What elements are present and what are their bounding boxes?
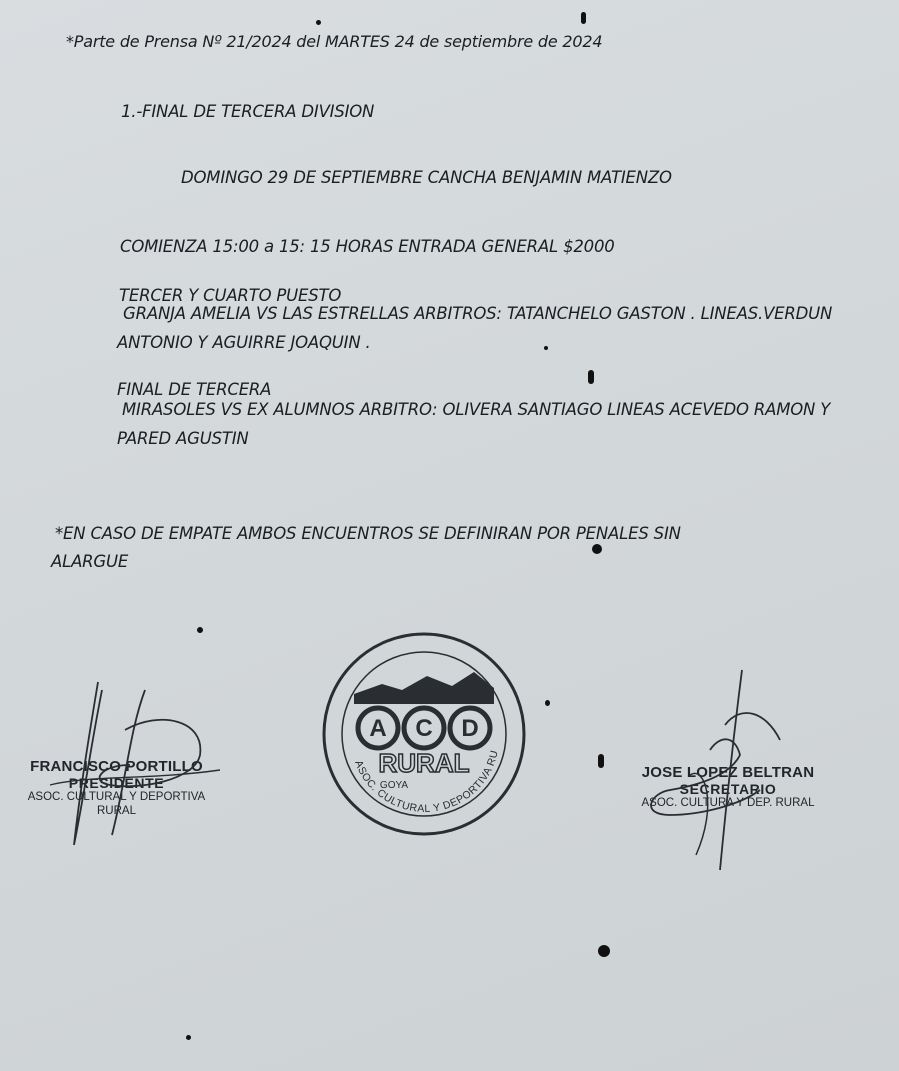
- schedule-and-ticket: COMIENZA 15:00 a 15: 15 HORAS ENTRADA GENERAL $2000: [120, 237, 615, 256]
- ink-speck: [598, 754, 604, 768]
- association-stamp: [317, 623, 526, 836]
- stamp-letter-c: C: [415, 715, 433, 742]
- ink-speck: [588, 370, 594, 384]
- ink-speck: [544, 346, 548, 350]
- secretary-handwritten-signature: [630, 665, 810, 875]
- match1-details-line1: GRANJA AMELIA VS LAS ESTRELLAS ARBITROS: TATANCHELO GASTON . LINEAS.VERDUN: [123, 304, 833, 323]
- match1-title: TERCER Y CUARTO PUESTO: [119, 286, 342, 305]
- secretary-role: SECRETARIO: [679, 781, 777, 798]
- match2-details-line1: MIRASOLES VS EX ALUMNOS ARBITRO: OLIVERA SANTIAGO LINEAS ACEVEDO RAMON Y: [122, 400, 831, 419]
- ink-speck: [581, 12, 586, 24]
- ink-speck: [545, 700, 550, 706]
- president-name: FRANCISCO PORTILLO: [30, 758, 203, 775]
- president-org: ASOC. CULTURAL Y DEPORTIVA RURAL: [27, 791, 206, 817]
- secretary-org: ASOC. CULTURA Y DEP. RURAL: [641, 797, 815, 810]
- match2-title: FINAL DE TERCERA: [117, 380, 272, 399]
- secretary-name: JOSE LOPEZ BELTRAN: [641, 764, 815, 781]
- tiebreak-note-line1: *EN CASO DE EMPATE AMBOS ENCUENTROS SE DEFINIRAN POR PENALES SIN: [55, 524, 681, 543]
- stamp-letter-d: D: [461, 715, 479, 742]
- tiebreak-note-line2: ALARGUE: [51, 552, 129, 571]
- section-title: 1.-FINAL DE TERCERA DIVISION: [121, 102, 375, 121]
- stamp-city: GOYA: [379, 780, 409, 791]
- ink-speck: [186, 1035, 191, 1040]
- ink-speck: [592, 544, 602, 554]
- event-date-venue: DOMINGO 29 DE SEPTIEMBRE CANCHA BENJAMIN MATIENZO: [181, 168, 672, 187]
- ink-speck: [316, 20, 321, 25]
- stamp-ring-text: ASOC. CULTURAL Y DEPORTIVA RURAL: [317, 623, 501, 815]
- president-role: PRESIDENTE: [68, 775, 165, 792]
- match1-details-line2: ANTONIO Y AGUIRRE JOAQUIN .: [117, 333, 371, 352]
- stamp-word-rural: RURAL: [378, 748, 470, 778]
- ink-speck: [598, 945, 610, 957]
- match2-details-line2: PARED AGUSTIN: [117, 429, 249, 448]
- ink-speck: [197, 627, 203, 633]
- president-handwritten-signature: [30, 670, 230, 860]
- stamp-letter-a: A: [369, 715, 387, 742]
- document-header: *Parte de Prensa Nº 21/2024 del MARTES 24 de septiembre de 2024: [66, 32, 603, 51]
